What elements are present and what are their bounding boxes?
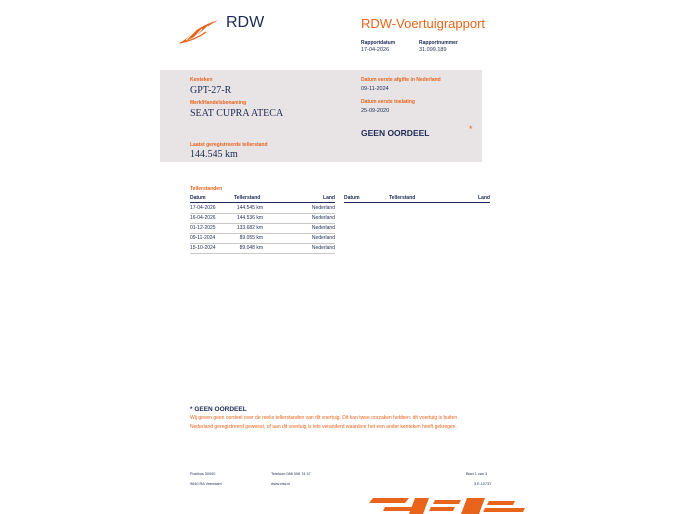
table-header-rule-2 bbox=[344, 202, 490, 203]
brand-name: RDW bbox=[226, 14, 265, 31]
table-row bbox=[190, 243, 335, 254]
row-date: 17-04-2026 bbox=[190, 205, 216, 211]
odometer-label: Laatst geregistreerde tellerstand bbox=[190, 142, 268, 148]
make-value: SEAT CUPRA ATECA bbox=[190, 108, 284, 119]
row-odometer: 144.545 km bbox=[236, 205, 263, 211]
first-nl-value: 09-11-2024 bbox=[361, 86, 389, 92]
report-number: 31.099.189 bbox=[419, 47, 447, 53]
first-admission-value: 25-09-2020 bbox=[361, 108, 390, 114]
odometer-table bbox=[190, 195, 335, 255]
odometer-value: 144.545 km bbox=[190, 149, 238, 160]
make-label: Merk/Handelsbenaming bbox=[190, 100, 247, 106]
row-date: 15-10-2024 bbox=[190, 245, 216, 251]
verdict-note-text: Wij geven geen oordeel over de reeks tellerstanden van dit voertuig. Dit kan twee oorzaken hebben: dit voertuig is buiten Nederland geregistreerd geweest, of aan dit voertuig is iets veranderd waardoor het een ander kenteken heeft gekregen. bbox=[190, 415, 458, 430]
plate-label: Kenteken bbox=[190, 77, 213, 83]
footer-phone: Telefoon 088 008 74 47 bbox=[271, 472, 311, 476]
footer-address-1: Postbus 30000 bbox=[190, 472, 216, 476]
col-header-odometer-2: Tellerstand bbox=[389, 195, 416, 201]
footer-address-2: 9640 RA Veendam bbox=[190, 482, 222, 486]
footer-page: Blad 1 van 3 bbox=[466, 472, 488, 476]
report-date-label: Rapportdatum bbox=[361, 40, 396, 46]
footer-website[interactable]: www.rdw.nl bbox=[271, 482, 290, 486]
row-date: 09-11-2024 bbox=[190, 235, 216, 241]
report-date: 17-04-2026 bbox=[361, 47, 390, 53]
row-date: 01-12-2025 bbox=[190, 225, 216, 231]
col-header-date: Datum bbox=[190, 195, 206, 201]
row-odometer: 89.048 km bbox=[239, 245, 263, 251]
odometer-table-title: Tellerstanden bbox=[190, 186, 223, 192]
odometer-table-2 bbox=[344, 195, 490, 205]
col-header-odometer: Tellerstand bbox=[234, 195, 261, 201]
row-country: Nederland bbox=[311, 225, 335, 231]
col-header-country-2: Land bbox=[478, 195, 490, 201]
footer-code: 3.E.10737 bbox=[474, 482, 492, 486]
col-header-date-2: Datum bbox=[344, 195, 360, 201]
verdict-asterisk: * bbox=[469, 124, 473, 134]
plate-value: GPT-27-R bbox=[190, 85, 232, 96]
report-number-label: Rapportnummer bbox=[419, 40, 458, 46]
col-header-country: Land bbox=[323, 195, 335, 201]
row-odometer: 89.055 km bbox=[239, 235, 263, 241]
verdict: GEEN OORDEEL bbox=[361, 128, 430, 138]
row-country: Nederland bbox=[311, 245, 335, 251]
row-date: 16-04-2026 bbox=[190, 215, 216, 221]
verdict-note-title: * GEEN OORDEEL bbox=[190, 406, 247, 413]
rdw-logo-icon bbox=[176, 18, 220, 46]
first-admission-label: Datum eerste toelating bbox=[361, 99, 415, 105]
row-country: Nederland bbox=[311, 205, 335, 211]
row-odometer: 133.682 km bbox=[236, 225, 263, 231]
first-nl-label: Datum eerste afgifte in Nederland bbox=[361, 77, 441, 83]
row-country: Nederland bbox=[311, 215, 335, 221]
row-country: Nederland bbox=[311, 235, 335, 241]
decorative-stripes-icon bbox=[365, 498, 530, 514]
report-title: RDW-Voertuigrapport bbox=[361, 16, 486, 31]
row-odometer: 144.536 km bbox=[236, 215, 263, 221]
